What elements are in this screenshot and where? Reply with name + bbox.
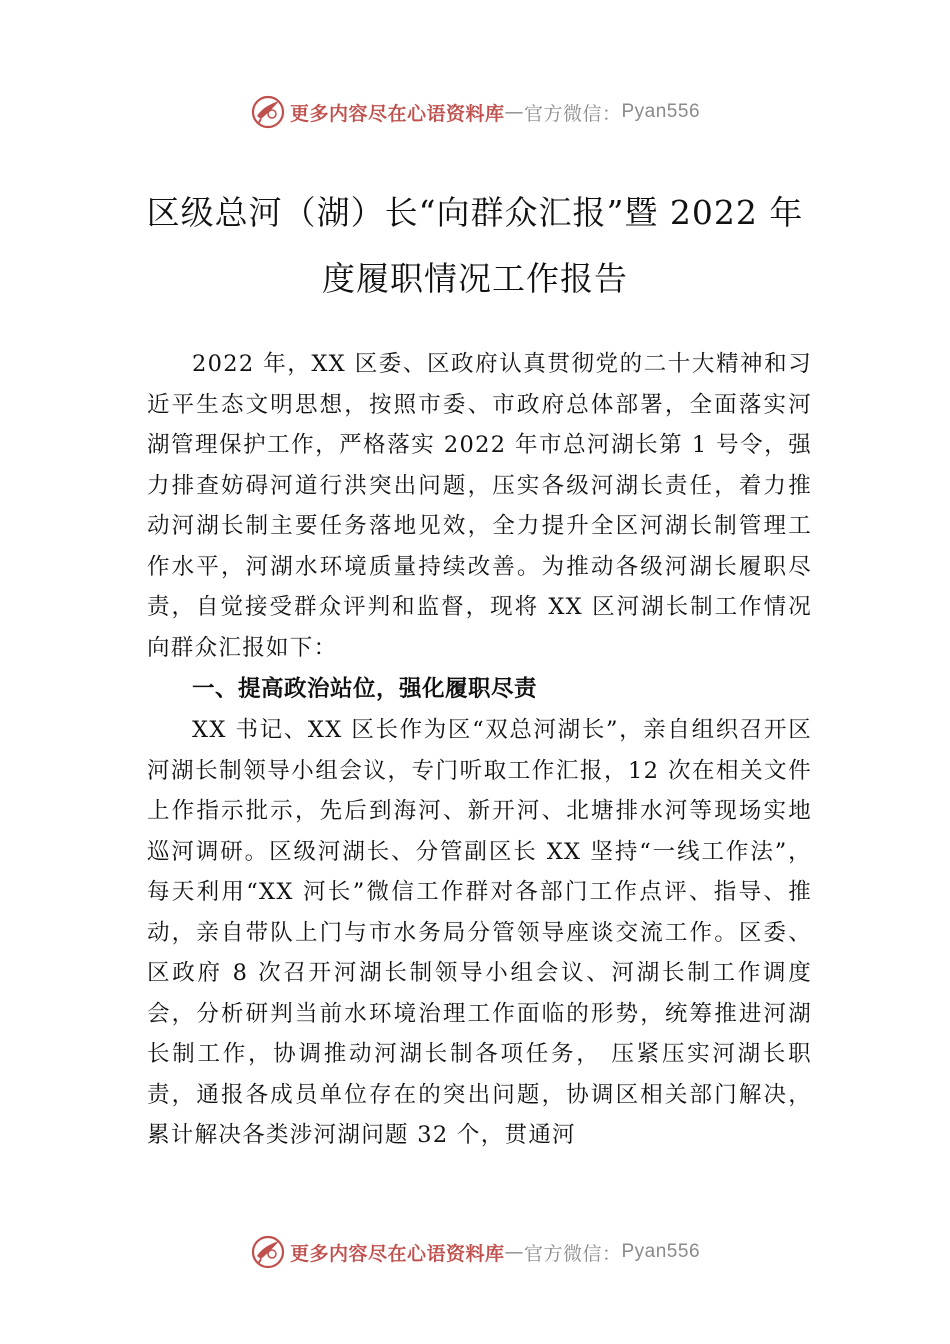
pen-logo-icon	[250, 1234, 286, 1270]
section-paragraph: XX 书记、XX 区长作为区“双总河湖长”，亲自组织召开区河湖长制领导小组会议，专门听取工作汇报，12 次在相关文件上作指示批示，先后到海河、新开河、北塘排水河等现场实地巡河调研。区级河湖长、分管副区长 XX 坚持“一线工作法”，每天利用“XX 河长”微信工作群对各部门工作点评、指导、推动，亲自带队上门与市水务局分管领导座谈交流工作。区委、区政府 8 次召开河湖长制领导小组会议、河湖长制工作调度会，分析研判当前水环境治理工作面临的形势，统筹推进河湖长制工作，协调推动河湖长制各项任务， 压紧压实河湖长职责，通报各成员单位存在的突出问题，协调区相关部门解决，累计解决各类涉河湖问题 32 个，贯通河	[147, 717, 812, 1148]
document-body	[147, 344, 812, 1156]
watermark-sub-text: 官方微信：	[523, 102, 622, 125]
intro-paragraph: 2022 年，XX 区委、区政府认真贯彻党的二十大精神和习近平生态文明思想，按照市委、市政府总体部署，全面落实河湖管理保护工作，严格落实 2022 年市总河湖长第 1 号令，强力排查妨碍河道行洪突出问题，压实各级河湖长责任，着力推动河湖长制主要任务落地见效，全力提升全区河湖长制管理工作水平，河湖水环境质量持续改善。为推动各级河湖长履职尽责，自觉接受群众评判和监督，现将 XX 区河湖长制工作情况向群众汇报如下：	[147, 351, 812, 661]
watermark-dash: —	[504, 1241, 524, 1263]
watermark-dash: —	[504, 101, 524, 123]
watermark-main-text: 更多内容尽在心语资料库	[289, 1242, 505, 1265]
pen-logo-icon	[250, 94, 286, 130]
watermark-id: Pyan556	[621, 1241, 701, 1262]
watermark-main-text: 更多内容尽在心语资料库	[289, 102, 505, 125]
document-title: 区级总河（湖）长“向群众汇报”暨 2022 年度履职情况工作报告	[146, 193, 804, 298]
footer-watermark	[0, 1232, 950, 1272]
header-watermark	[0, 92, 950, 132]
watermark-sub-text: 官方微信：	[523, 1242, 622, 1265]
watermark-id: Pyan556	[621, 101, 701, 122]
section-heading: 一、提高政治站位，强化履职尽责	[192, 676, 538, 702]
